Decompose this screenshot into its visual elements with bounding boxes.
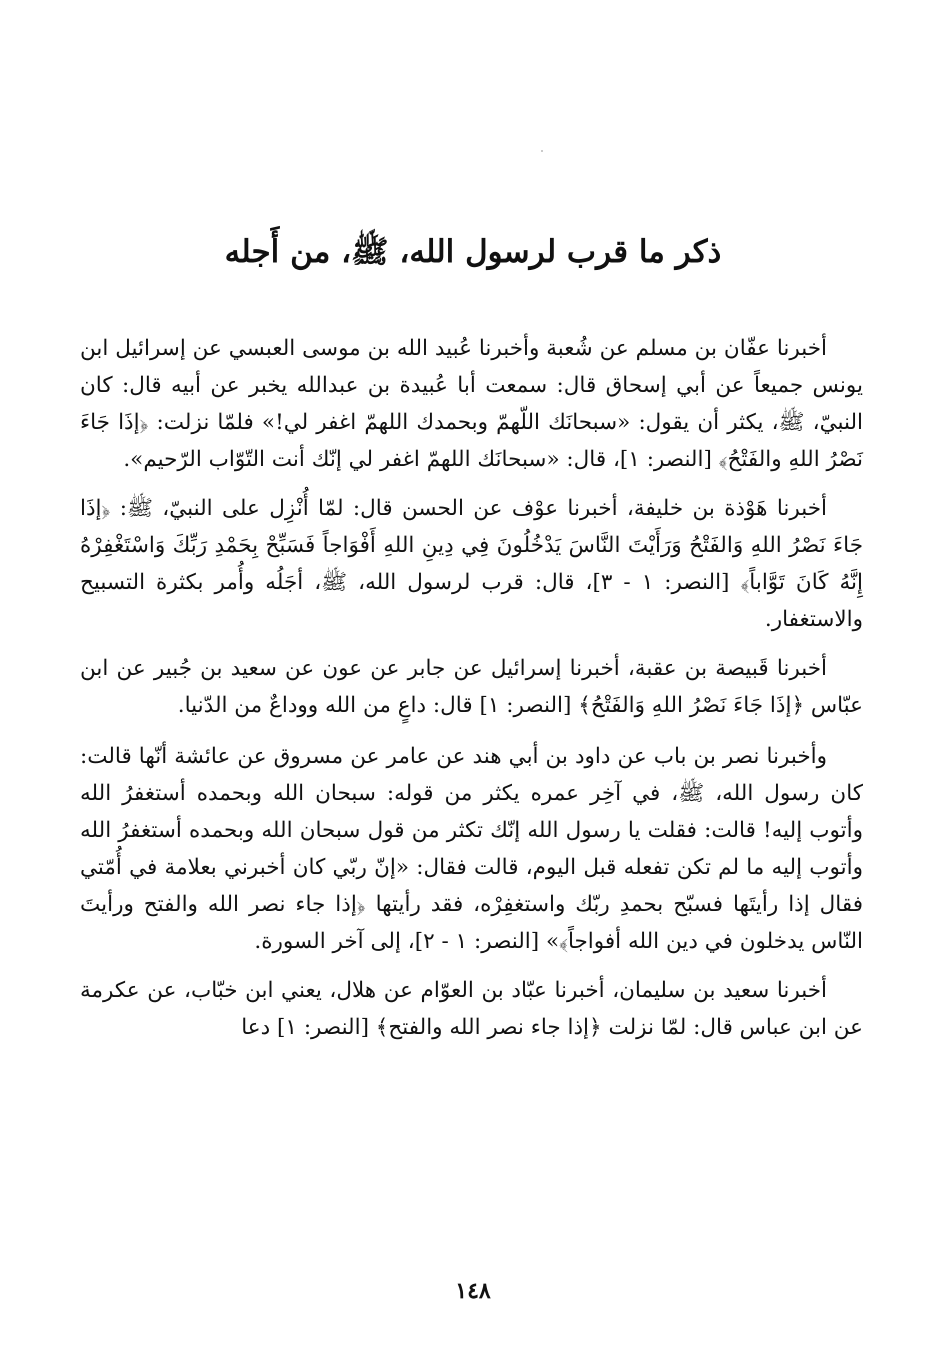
- paragraph-1: أخبرنا عفّان بن مسلم عن شُعبة وأخبرنا عُبيد الله بن موسى العبسي عن إسرائيل ابن يونس جميعاً عن أبي إسحاق قال: سمعت أبا عُبيدة بن عبدالله يخبر عن أبيه قال: كان النبيّ، ﷺ، يكثر أن يقول: «سبحانَك اللّهمّ وبحمدك اللهمّ اغفر لي!» فلمّا نزلت: ﴿إذَا جَاءَ نَصْرُ اللهِ والفَتْحُ﴾ [النصر: ١]، قال: «سبحانَك اللهمّ اغفر لي إنّك أنت التّوّاب الرّحيم».: [80, 336, 863, 472]
- paragraph-5: أخبرنا سعيد بن سليمان، أخبرنا عبّاد بن العوّام عن هلال، يعني ابن خبّاب، عن عكرمة عن ابن عباس قال: لمّا نزلت ﴿إذا جاء نصر الله والفتح﴾ [النصر: ١] دعا: [80, 978, 863, 1040]
- paragraph-3: أخبرنا قَبيصة بن عقبة، أخبرنا إسرائيل عن جابر عن عون عن سعيد بن جُبير عن ابن عبّاس ﴿إذَا جَاءَ نَصْرُ اللهِ وَالفَتْحُ﴾ [النصر: ١] قال: داعٍ من الله ووداعٌ من الدّنيا.: [80, 656, 863, 718]
- scan-speck: [541, 150, 543, 152]
- paragraph-4: وأخبرنا نصر بن باب عن داود بن أبي هند عن عامر عن مسروق عن عائشة أنّها قالت: كان رسول الله، ﷺ، في آخِر عمره يكثر من قوله: سبحان الله وبحمده أستغفرُ الله وأتوب إليه! قالت: فقلت يا رسول الله إنّك تكثر من قول سبحان الله وبحمده أستغفرُ الله وأتوب إليه ما لم تكن تفعله قبل اليوم، قالت فقال: «إنّ ربّي كان أخبرني بعلامة في أُمّتي فقال إذا رأيتَها فسبّح بحمدِ ربّك واستغفِرْه، فقد رأيتها ﴿إذا جاء نصر الله والفتح ورأيتَ النّاس يدخلون في دين الله أفواجاً﴾» [النصر: ١ - ٢]، إلى آخر السورة.: [80, 744, 863, 954]
- section-heading: ذكر ما قرب لرسول الله، ﷺ، من أَجله: [224, 233, 722, 270]
- paragraph-2: أخبرنا هَوْذة بن خليفة، أخبرنا عوْف عن الحسن قال: لمّا أُنْزِل على النبيّ، ﷺ: ﴿إذَا جَاءَ نَصْرُ اللهِ وَالفَتْحُ وَرَأَيْتَ النَّاسَ يَدْخُلُونَ فِي دِينِ اللهِ أَفْوَاجاً فَسَبِّحْ بِحَمْدِ رَبِّكَ وَاسْتَغْفِرْهُ إِنَّهُ كَانَ تَوَّاباً﴾ [النصر: ١ - ٣]، قال: قرب لرسول الله، ﷺ، أجَلُه وأُمر بكثرة التسبيح والاستغفار.: [80, 496, 863, 632]
- body-text: [80, 330, 863, 1058]
- page-number: ١٤٨: [455, 1278, 491, 1304]
